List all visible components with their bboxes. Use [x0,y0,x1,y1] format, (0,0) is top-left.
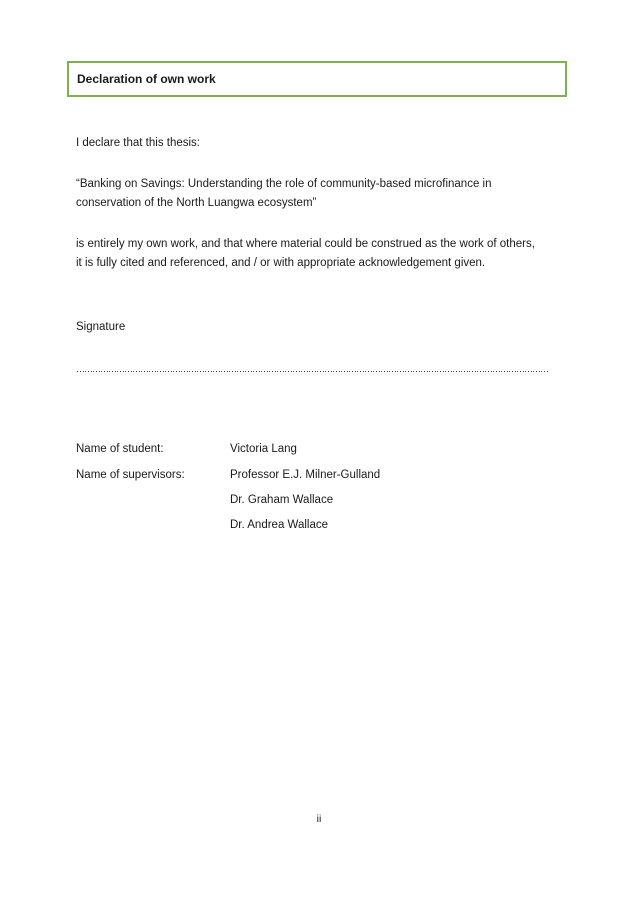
supervisor-name: Dr. Graham Wallace [230,494,334,506]
statement-line-2: it is fully cited and referenced, and / or with appropriate acknowledgement given. [76,257,486,269]
page-title: Declaration of own work [77,72,216,86]
thesis-title-line-2: conservation of the North Luangwa ecosystem” [76,197,317,209]
declaration-heading-box [67,61,567,97]
statement-line-1: is entirely my own work, and that where material could be construed as the work of others, [76,238,535,250]
signature-label: Signature [76,321,126,333]
supervisor-name: Professor E.J. Milner-Gulland [230,469,381,481]
supervisors-label: Name of supervisors: [76,469,185,481]
supervisor-name: Dr. Andrea Wallace [230,519,329,531]
intro-text: I declare that this thesis: [76,137,201,149]
thesis-title-line-1: “Banking on Savings: Understanding the role of community-based microfinance in [76,178,492,190]
student-name: Victoria Lang [230,443,297,455]
page-number: ii [316,813,322,825]
signature-line: …………………………………………………………………………………………………………………………………………………………… [76,364,548,374]
student-label: Name of student: [76,443,164,455]
